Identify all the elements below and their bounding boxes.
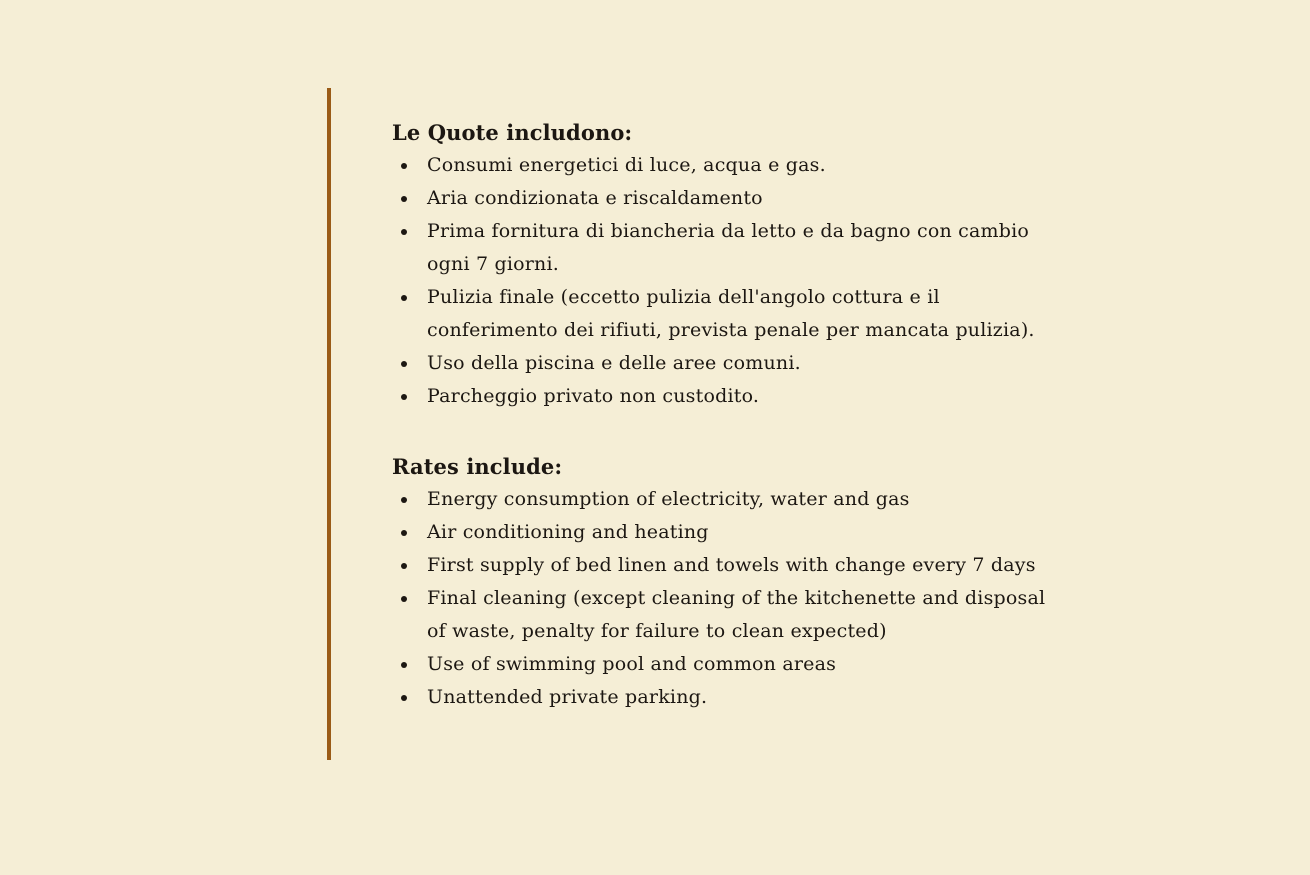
- list-item-text: Consumi energetici di luce, acqua e gas.: [427, 154, 826, 176]
- list-item-text: Pulizia finale (eccetto pulizia dell'angolo cottura e il conferimento dei rifiuti, prevista penale per mancata pulizia).: [427, 286, 1035, 341]
- list-item: [392, 215, 1152, 281]
- english-section: [392, 450, 1152, 714]
- list-item: [392, 347, 1152, 380]
- list-item: [392, 149, 1152, 182]
- rates-content: [392, 116, 1152, 751]
- list-item-text: Prima fornitura di biancheria da letto e da bagno con cambio ogni 7 giorni.: [427, 220, 1030, 275]
- list-item-text: Energy consumption of electricity, water and gas: [427, 488, 910, 510]
- list-item-text: Air conditioning and heating: [427, 521, 709, 543]
- bullet-icon: [401, 596, 407, 602]
- list-item: [392, 582, 1152, 648]
- bullet-icon: [401, 695, 407, 701]
- bullet-icon: [401, 563, 407, 569]
- bullet-icon: [401, 361, 407, 367]
- italian-list: [392, 149, 1152, 413]
- english-list: [392, 483, 1152, 714]
- list-item-text: Use of swimming pool and common areas: [427, 653, 837, 675]
- list-item: [392, 380, 1152, 413]
- list-item-text: Unattended private parking.: [427, 686, 708, 708]
- list-item-text: Aria condizionata e riscaldamento: [427, 187, 763, 209]
- list-item-text: First supply of bed linen and towels with change every 7 days: [427, 554, 1036, 576]
- italian-heading: Le Quote includono:: [392, 120, 633, 145]
- list-item: [392, 281, 1152, 347]
- list-item: [392, 516, 1152, 549]
- italian-section: [392, 116, 1152, 413]
- list-item: [392, 182, 1152, 215]
- list-item: [392, 681, 1152, 714]
- list-item: [392, 483, 1152, 516]
- bullet-icon: [401, 229, 407, 235]
- bullet-icon: [401, 394, 407, 400]
- list-item-text: Final cleaning (except cleaning of the kitchenette and disposal of waste, penalty for failure to clean expected): [427, 587, 1046, 642]
- list-item-text: Uso della piscina e delle aree comuni.: [427, 352, 801, 374]
- bullet-icon: [401, 196, 407, 202]
- list-item: [392, 648, 1152, 681]
- english-heading: Rates include:: [392, 454, 563, 479]
- accent-bar: [327, 88, 331, 760]
- bullet-icon: [401, 497, 407, 503]
- bullet-icon: [401, 295, 407, 301]
- list-item-text: Parcheggio privato non custodito.: [427, 385, 760, 407]
- bullet-icon: [401, 662, 407, 668]
- bullet-icon: [401, 530, 407, 536]
- bullet-icon: [401, 163, 407, 169]
- list-item: [392, 549, 1152, 582]
